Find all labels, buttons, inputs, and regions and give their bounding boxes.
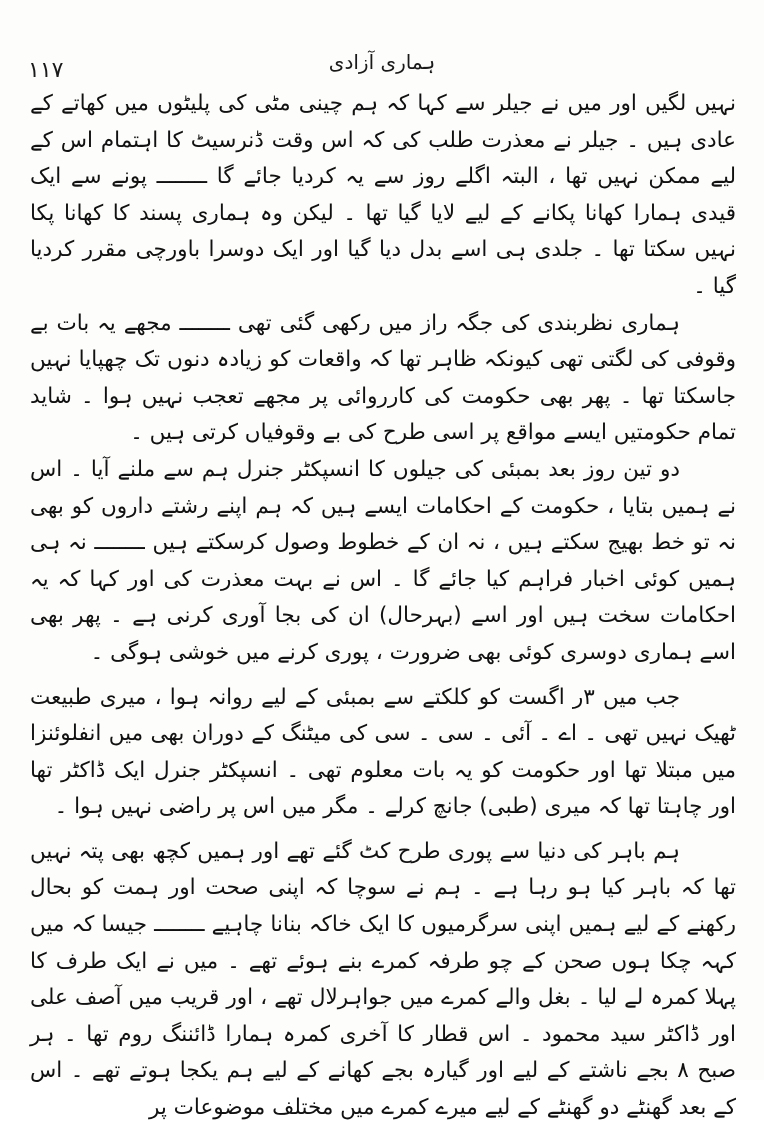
paragraph: ہم باہر کی دنیا سے پوری طرح کٹ گئے تھے اور ہمیں کچھ بھی پتہ نہیں تھا کہ باہر کیا ہو رہا ہے ۔ ہم نے سوچا کہ اپنی صحت اور ہمت کو بحال رکھنے کے لیے ہمیں اپنی سرگرمیوں کا ایک خاکہ بنانا چاہیے ــــــــ جیسا کہ میں کہہ چکا ہوں صحن کے چو طرفہ کمرے بنے ہوئے تھے ۔ میں نے ایک طرف کا پہلا کمرہ لے لیا ۔ بغل والے کمرے میں جواہرلال تھے ، اور قریب میں آصف علی اور ڈاکٹر سید محمود ۔ اس قطار کا آخری کمرہ ہمارا ڈائننگ روم تھا ۔ ہر صبح ۸ بجے ناشتے کے لیے اور گیارہ بجے کھانے کے لیے ہم یکجا ہوتے تھے ۔ اس کے بعد گھنٹے دو گھنٹے کے لیے میرے کمرے میں مختلف موضوعات پر (30, 838, 736, 1121)
paragraph: نہیں لگیں اور میں نے جیلر سے کہا کہ ہم چینی مٹی کی پلیٹوں میں کھاتے کے عادی ہیں ۔ جیلر نے معذرت طلب کی کہ اس وقت ڈنرسیٹ کا اہتمام اس کے لیے ممکن نہیں تھا ، البتہ اگلے روز سے یہ کردیا جائے گا ــــــــ پونے سے ایک قیدی ہمارا کھانا پکانے کے لیے لایا گیا تھا ۔ لیکن وہ ہماری پسند کا کھانا پکا نہیں سکتا تھا ۔ جلدی ہی اسے بدل دیا گیا اور ایک دوسرا باورچی مقرر کردیا گیا ۔ (30, 91, 736, 299)
page-number: ۱۱۷ (28, 58, 64, 83)
paragraph: دو تین روز بعد بمبئی کی جیلوں کا انسپکٹر جنرل ہم سے ملنے آیا ۔ اس نے ہمیں بتایا ، حکومت کے احکامات ایسے ہیں کہ ہم اپنے رشتے داروں کو بھی نہ تو خط بھیج سکتے ہیں ، نہ ان کے خطوط وصول کرسکتے ہیں ــــــــ نہ ہی ہمیں کوئی اخبار فراہم کیا جائے گا ۔ اس نے بہت معذرت کی اور کہا کہ یہ احکامات سخت ہیں اور اسے (بہرحال) ان کی بجا آوری کرنی ہے ۔ پھر بھی اسے ہماری دوسری کوئی بھی ضرورت ، پوری کرنے میں خوشی ہوگی ۔ (30, 456, 736, 665)
body-text (30, 86, 736, 1127)
running-title: ہماری آزادی (328, 50, 436, 74)
paragraph: جب میں ۳ر اگست کو کلکتے سے بمبئی کے لیے روانہ ہوا ، میری طبیعت ٹھیک نہیں تھی ۔ اے ۔ آئی ۔ سی ۔ سی کی میٹنگ کے دوران بھی میں انفلوئنزا میں مبتلا تھا اور حکومت کو یہ بات معلوم تھی ۔ انسپکٹر جنرل ایک ڈاکٹر تھا اور چاہتا تھا کہ میری (طبی) جانچ کرلے ۔ مگر میں اس پر راضی نہیں ہوا ۔ (30, 684, 736, 820)
paragraph: ہماری نظربندی کی جگہ راز میں رکھی گئی تھی ــــــــ مجھے یہ بات بے وقوفی کی لگتی تھی کیونکہ ظاہر تھا کہ واقعات کو زیادہ دنوں تک چھپایا نہیں جاسکتا تھا ۔ پھر بھی حکومت کی کارروائی پر مجھے تعجب نہیں ہوا ۔ شاید تمام حکومتیں ایسے مواقع پر اسی طرح کی بے وقوفیاں کرتی ہیں ۔ (30, 310, 736, 446)
